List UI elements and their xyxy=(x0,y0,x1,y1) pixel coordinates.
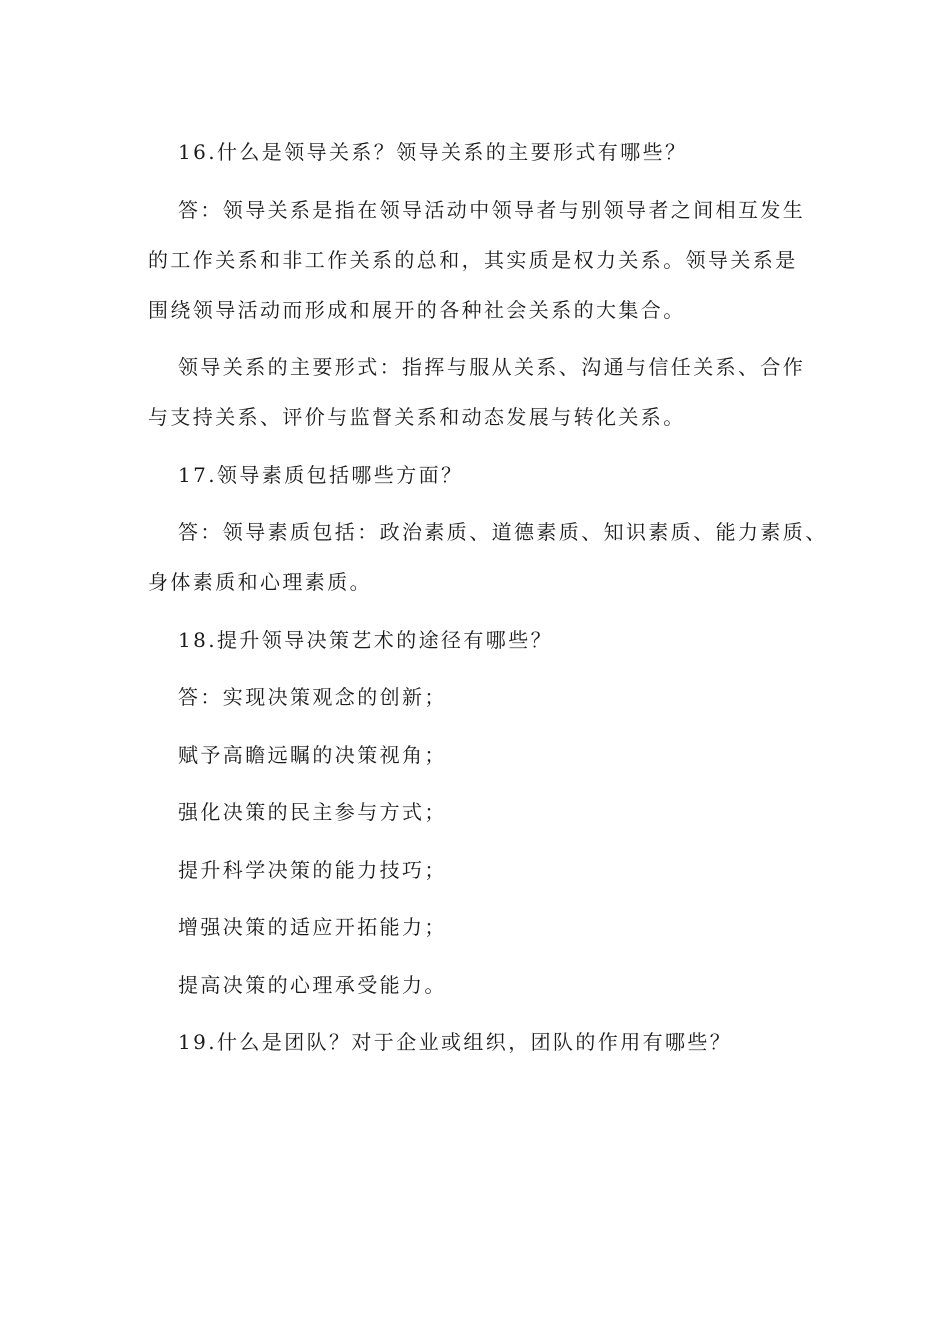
question-16: 16.什么是领导关系？领导关系的主要形式有哪些？ xyxy=(178,140,688,164)
answer-18-item-4: 提升科学决策的能力技巧； xyxy=(178,858,447,882)
question-19: 19.什么是团队？对于企业或组织，团队的作用有哪些？ xyxy=(178,1030,733,1054)
answer-17-line-2: 身体素质和心理素质。 xyxy=(148,570,372,594)
answer-18-item-1: 答：实现决策观念的创新； xyxy=(178,685,447,709)
answer-16-line-3: 围绕领导活动而形成和展开的各种社会关系的大集合。 xyxy=(148,298,686,322)
answer-17-line-1: 答：领导素质包括：政治素质、道德素质、知识素质、能力素质、 xyxy=(178,520,828,544)
forms-16-line-2: 与支持关系、评价与监督关系和动态发展与转化关系。 xyxy=(148,405,686,429)
answer-18-item-6: 提高决策的心理承受能力。 xyxy=(178,973,447,997)
answer-18-item-2: 赋予高瞻远瞩的决策视角； xyxy=(178,743,447,767)
question-17: 17.领导素质包括哪些方面？ xyxy=(178,463,464,487)
answer-16-line-1: 答：领导关系是指在领导活动中领导者与别领导者之间相互发生 xyxy=(178,198,806,222)
answer-18-item-3: 强化决策的民主参与方式； xyxy=(178,800,447,824)
forms-16-line-1: 领导关系的主要形式：指挥与服从关系、沟通与信任关系、合作 xyxy=(178,355,806,379)
question-18: 18.提升领导决策艺术的途径有哪些？ xyxy=(178,628,554,652)
answer-18-item-5: 增强决策的适应开拓能力； xyxy=(178,915,447,939)
answer-16-line-2: 的工作关系和非工作关系的总和，其实质是权力关系。领导关系是 xyxy=(148,248,798,272)
